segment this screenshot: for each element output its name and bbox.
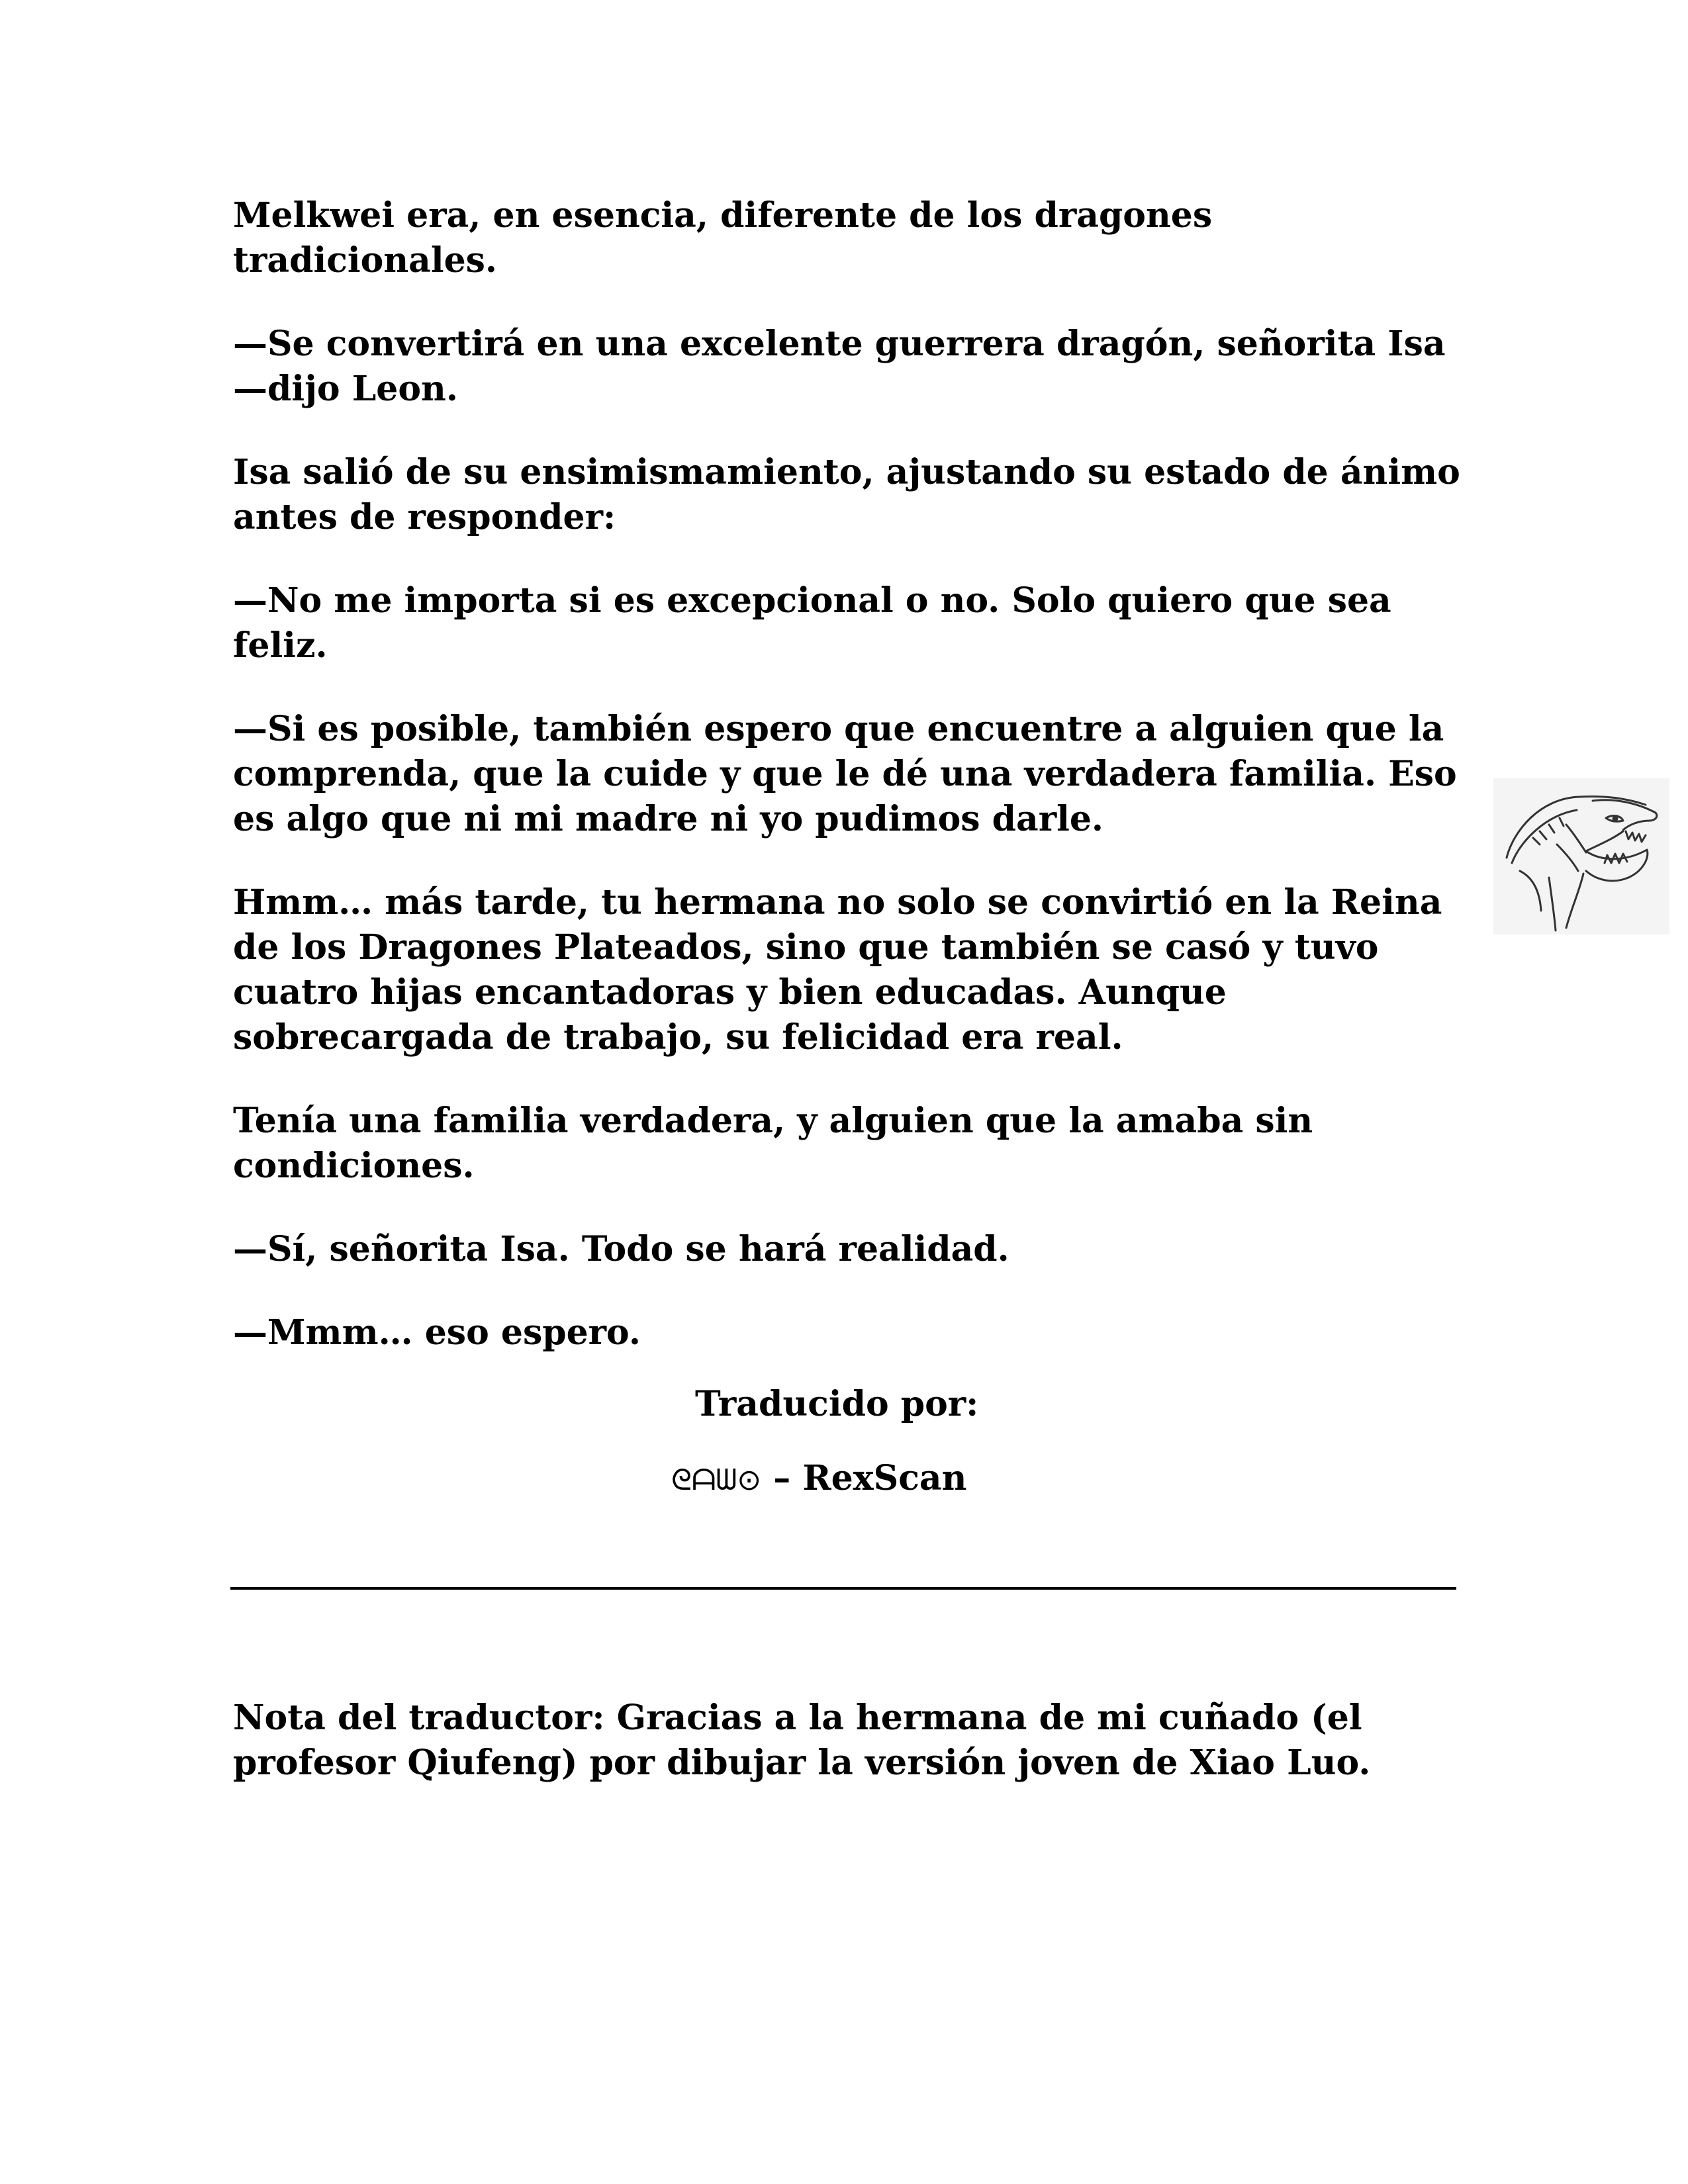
translator-credit-title: Traducido por: [695, 1384, 979, 1424]
horizontal-divider [230, 1587, 1456, 1590]
translator-credit-line [671, 1456, 1068, 1503]
scan-group-name: RexScan [802, 1458, 967, 1498]
paragraph: Tenía una familia verdadera, y alguien que la amaba sin condiciones. [233, 1101, 1313, 1186]
paragraph: Melkwei era, en esencia, diferente de los dragones tradicionales. [233, 195, 1213, 281]
paragraph: —Se convertirá en una excelente guerrera dragón, señorita Isa —dijo Leon. [233, 324, 1446, 409]
translator-note: Nota del traductor: Gracias a la hermana de mi cuñado (el profesor Qiufeng) por dibujar la versión joven de Xiao Luo. [233, 1698, 1371, 1783]
paragraph: Isa salió de su ensimismamiento, ajustando su estado de ánimo antes de responder: [233, 452, 1460, 537]
paragraph: —Mmm… eso espero. [233, 1312, 641, 1353]
story-text [233, 193, 1464, 1394]
translator-signature: ᘓᗩᗯ⊙ [671, 1463, 762, 1497]
paragraph: —Sí, señorita Isa. Todo se hará realidad. [233, 1229, 1009, 1269]
credit-separator: – [761, 1458, 803, 1498]
paragraph: —Si es posible, también espero que encuentre a alguien que la comprenda, que la cuide y que le dé una verdadera familia. Eso es algo que ni mi madre ni yo pudimos darle. [233, 709, 1457, 839]
paragraph: —No me importa si es excepcional o no. Solo quiero que sea feliz. [233, 580, 1391, 666]
dragon-head-sketch-icon [1493, 778, 1669, 934]
paragraph: Hmm… más tarde, tu hermana no solo se convirtió en la Reina de los Dragones Plateados, sino que también se casó y tuvo cuatro hijas encantadoras y bien educadas. Aunque sobrecargada de trabajo, su felicidad era real. [233, 882, 1442, 1058]
